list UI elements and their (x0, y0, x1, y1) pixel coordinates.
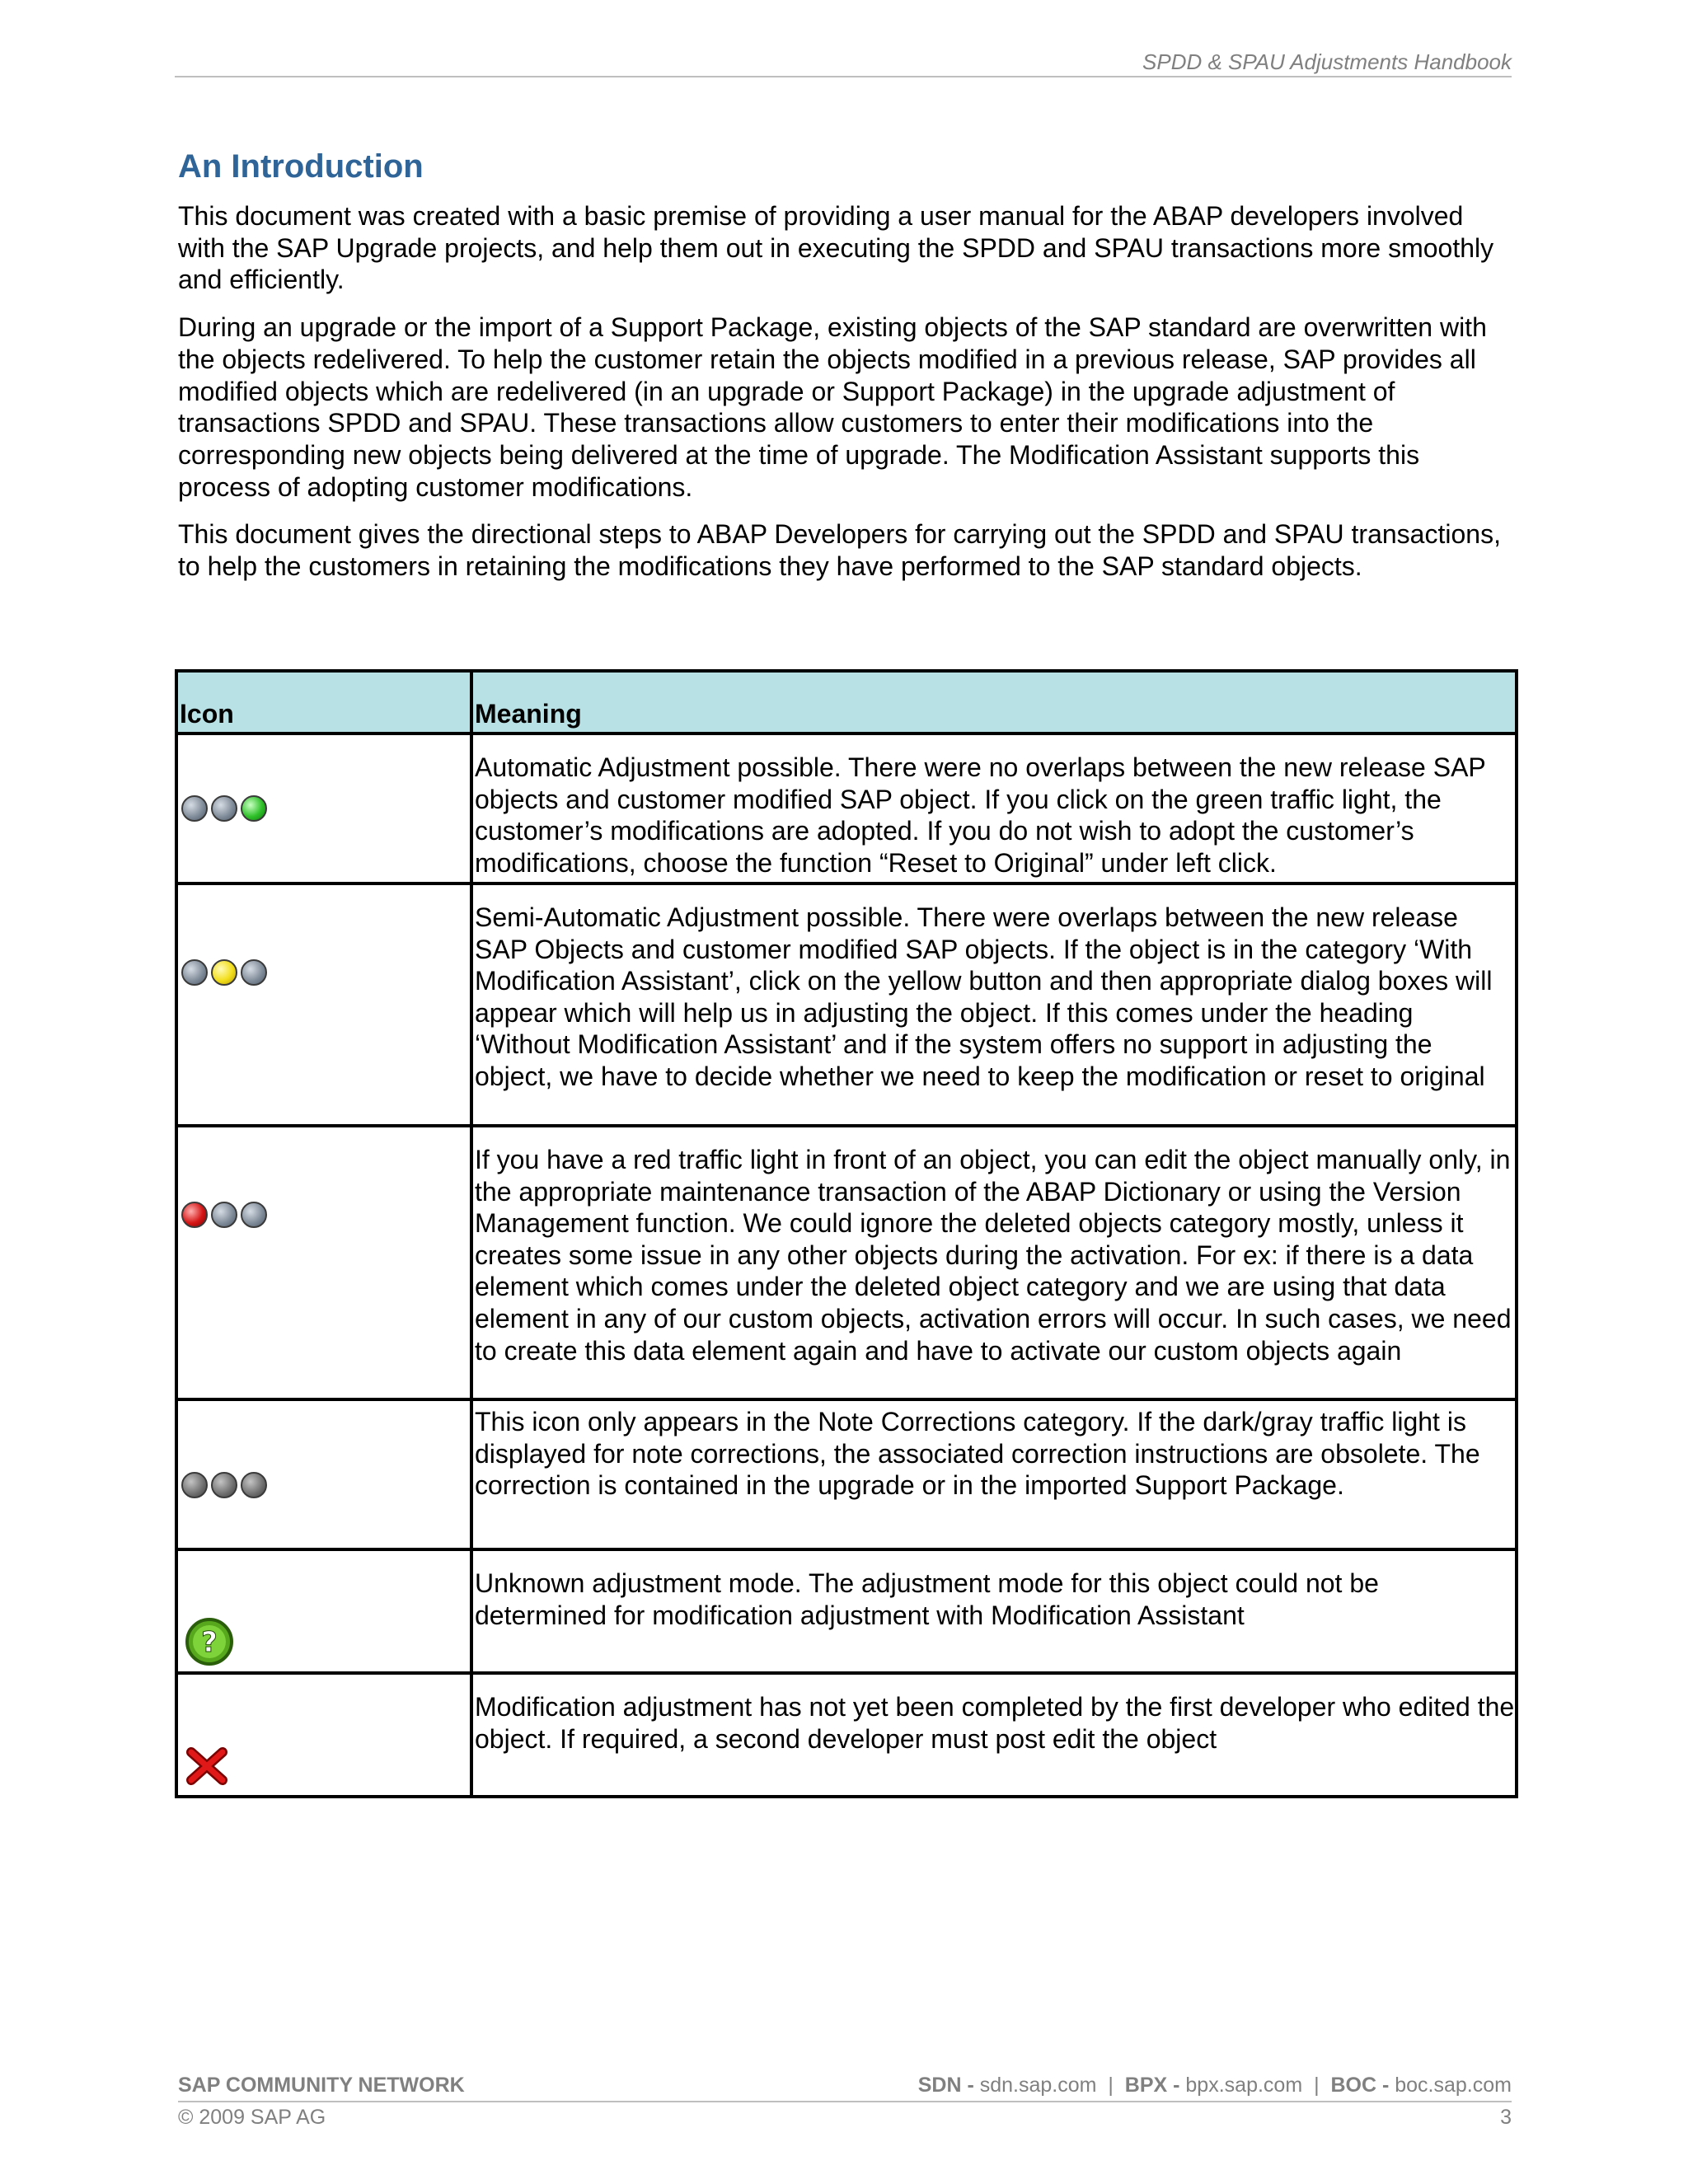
meaning-cell: This icon only appears in the Note Corrections category. If the dark/gray traffic light is displayed for note corrections, the associated correction instructions are obsolete. The correction is contained in the upgrade or in the imported Support Package. (471, 1399, 1517, 1549)
icon-cell (176, 1126, 471, 1399)
table-row (176, 883, 1517, 1126)
table-row (176, 1399, 1517, 1549)
page-header (175, 48, 1512, 77)
table-row (176, 1126, 1517, 1399)
lamp-off-icon (181, 795, 208, 822)
footer-separator: | (1108, 2074, 1114, 2097)
bpx-link[interactable]: bpx.sap.com (1185, 2074, 1303, 2097)
yellow-traffic-light-icon (181, 959, 470, 986)
copyright: © 2009 SAP AG (178, 2106, 326, 2129)
lamp-off-icon (211, 1202, 237, 1228)
icon-cell (176, 883, 471, 1126)
meaning-cell: Semi-Automatic Adjustment possible. There were overlaps between the new release SAP Objects and customer modified SAP objects. If the object is in the category ‘With Modification Assistant’, click on the yellow button and then appropriate dialog boxes will appear which will help us in adjusting the object. If this comes under the heading ‘Without Modification Assistant’ and if the system offers no support in adjusting the object, we have to decide whether we need to keep the modification or reset to original (471, 883, 1517, 1126)
meaning-cell: Modification adjustment has not yet been completed by the first developer who edited the object. If required, a second developer must post edit the object (471, 1673, 1517, 1797)
page-number: 3 (1500, 2106, 1512, 2129)
svg-text:?: ? (201, 1626, 218, 1659)
table-row (176, 733, 1517, 883)
question-mark-icon (185, 1617, 234, 1666)
lamp-off-icon (181, 959, 208, 986)
lamp-off-icon (211, 795, 237, 822)
icon-cell (176, 1673, 471, 1797)
table-header-row (176, 671, 1517, 733)
table-row (176, 1549, 1517, 1673)
table-row (176, 1673, 1517, 1797)
icon-cell (176, 1549, 471, 1673)
intro-paragraph-2: During an upgrade or the import of a Support Package, existing objects of the SAP standard are overwritten with the objects redelivered. To help the customer retain the objects modified in a previous release, SAP provides all modified objects which are redelivered (in an upgrade or Support Package) in the upgrade adjustment of transactions SPDD and SPAU. These transactions allow customers to enter their modifications into the corresponding new objects being delivered at the time of upgrade. The Modification Assistant supports this process of adopting customer modifications. (178, 312, 1487, 502)
footer-top-line (178, 2074, 1512, 2102)
lamp-dark-icon (181, 1472, 208, 1498)
meaning-cell: If you have a red traffic light in front of an object, you can edit the object manually only, in the appropriate maintenance transaction of the ABAP Dictionary or using the Version Management function. We could ignore the deleted objects category mostly, unless it creates some issue in any other objects during the activation. For ex: if there is a data element which comes under the deleted object category and we are using that data element in any of our custom objects, activation errors will occur. In such cases, we need to create this data element again and have to activate our custom objects again (471, 1126, 1517, 1399)
intro-paragraph-3: This document gives the directional steps to ABAP Developers for carrying out the SPDD and SPAU transactions, to help the customers in retaining the modifications they have performed to the SAP standard objects. (178, 519, 1501, 582)
footer-bottom-line (178, 2102, 1512, 2130)
icon-cell (176, 1399, 471, 1549)
lamp-off-icon (241, 959, 267, 986)
lamp-green-icon (241, 795, 267, 822)
lamp-dark-icon (241, 1472, 267, 1498)
gray-traffic-light-icon (181, 1472, 470, 1498)
lamp-yellow-icon (211, 959, 237, 986)
lamp-dark-icon (211, 1472, 237, 1498)
page-footer (178, 2074, 1512, 2130)
intro-paragraph-1: This document was created with a basic premise of providing a user manual for the ABAP developers involved with the SAP Upgrade projects, and help them out in executing the SPDD and SPAU transactions more smoothly and efficiently. (178, 201, 1494, 295)
intro-section (178, 148, 1512, 598)
meaning-cell: Unknown adjustment mode. The adjustment mode for this object could not be determined for modification adjustment with Modification Assistant (471, 1549, 1517, 1673)
footer-links (918, 2074, 1512, 2097)
sdn-link[interactable]: sdn.sap.com (979, 2074, 1097, 2097)
icon-column-header: Icon (176, 671, 471, 733)
red-traffic-light-icon (181, 1202, 470, 1228)
red-x-icon (186, 1747, 227, 1785)
boc-link[interactable]: boc.sap.com (1395, 2074, 1512, 2097)
footer-network: SAP COMMUNITY NETWORK (178, 2074, 465, 2097)
bpx-label: BPX - (1124, 2074, 1186, 2097)
document-title: SPDD & SPAU Adjustments Handbook (1142, 49, 1512, 74)
footer-separator: | (1314, 2074, 1320, 2097)
meaning-column-header: Meaning (471, 671, 1517, 733)
green-traffic-light-icon (181, 795, 470, 822)
boc-label: BOC - (1330, 2074, 1395, 2097)
meaning-cell: Automatic Adjustment possible. There were no overlaps between the new release SAP objects and customer modified SAP object. If you click on the green traffic light, the customer’s modifications are adopted. If you do not wish to adopt the customer’s modifications, choose the function “Reset to Original” under left click. (471, 733, 1517, 883)
sdn-label: SDN - (917, 2074, 980, 2097)
lamp-off-icon (241, 1202, 267, 1228)
icon-meaning-table (175, 669, 1518, 1798)
section-heading: An Introduction (178, 148, 424, 185)
icon-cell (176, 733, 471, 883)
lamp-red-icon (181, 1202, 208, 1228)
